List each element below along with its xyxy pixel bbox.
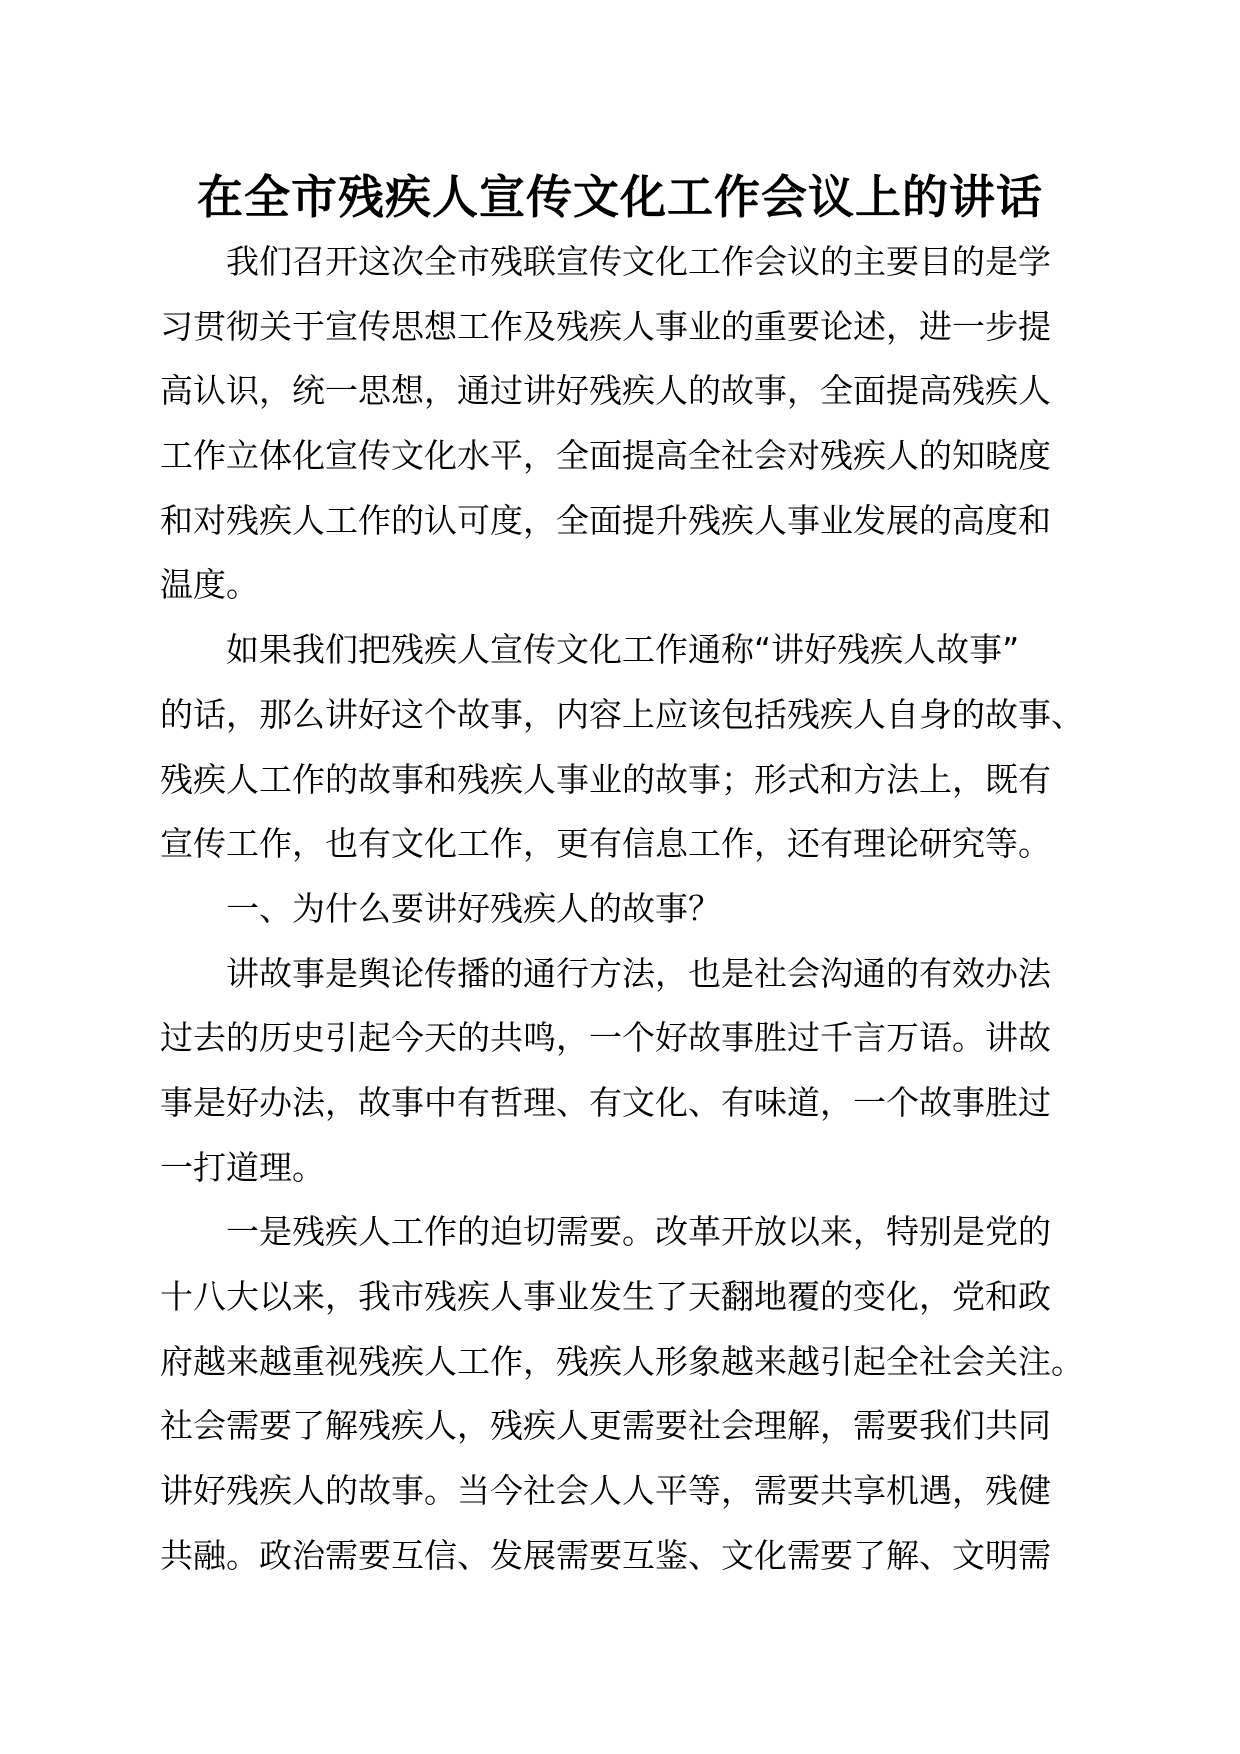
paragraph-line: 温度。 — [160, 565, 259, 605]
paragraph-line: 和对残疾人工作的认可度，全面提升残疾人事业发展的高度和 — [160, 500, 1051, 540]
paragraph-line: 讲好残疾人的故事。当今社会人人平等，需要共享机遇，残健 — [160, 1471, 1051, 1511]
section-heading: 一、为什么要讲好残疾人的故事？ — [226, 888, 721, 928]
paragraph-line: 宣传工作，也有文化工作，更有信息工作，还有理论研究等。 — [160, 824, 1051, 864]
paragraph-line: 社会需要了解残疾人，残疾人更需要社会理解，需要我们共同 — [160, 1406, 1051, 1446]
paragraph-line: 过去的历史引起今天的共鸣，一个好故事胜过千言万语。讲故 — [160, 1018, 1051, 1058]
paragraph-line: 习贯彻关于宣传思想工作及残疾人事业的重要论述，进一步提 — [160, 306, 1051, 346]
paragraph-line: 如果我们把残疾人宣传文化工作通称“讲好残疾人故事” — [226, 630, 1020, 670]
paragraph-line: 残疾人工作的故事和残疾人事业的故事；形式和方法上，既有 — [160, 759, 1051, 799]
paragraph-line: 工作立体化宣传文化水平，全面提高全社会对残疾人的知晓度 — [160, 436, 1051, 476]
paragraph-line: 高认识，统一思想，通过讲好残疾人的故事，全面提高残疾人 — [160, 371, 1051, 411]
paragraph-line: 讲故事是舆论传播的通行方法，也是社会沟通的有效办法 — [226, 953, 1051, 993]
document-title: 在全市残疾人宣传文化工作会议上的讲话 — [197, 170, 1043, 224]
paragraph-line: 共融。政治需要互信、发展需要互鉴、文化需要了解、文明需 — [160, 1535, 1051, 1575]
paragraph-line: 的话，那么讲好这个故事，内容上应该包括残疾人自身的故事、 — [160, 694, 1084, 734]
paragraph-line: 我们召开这次全市残联宣传文化工作会议的主要目的是学 — [226, 242, 1051, 281]
paragraph-line: 一是残疾人工作的迫切需要。改革开放以来，特别是党的 — [226, 1212, 1051, 1252]
paragraph-line: 十八大以来，我市残疾人事业发生了天翻地覆的变化，党和政 — [160, 1277, 1051, 1316]
document-body — [160, 230, 1100, 1588]
paragraph-line: 一打道理。 — [160, 1147, 325, 1187]
paragraph-line: 府越来越重视残疾人工作，残疾人形象越来越引起全社会关注。 — [160, 1341, 1084, 1381]
paragraph-line: 事是好办法，故事中有哲理、有文化、有味道，一个故事胜过 — [160, 1082, 1051, 1122]
